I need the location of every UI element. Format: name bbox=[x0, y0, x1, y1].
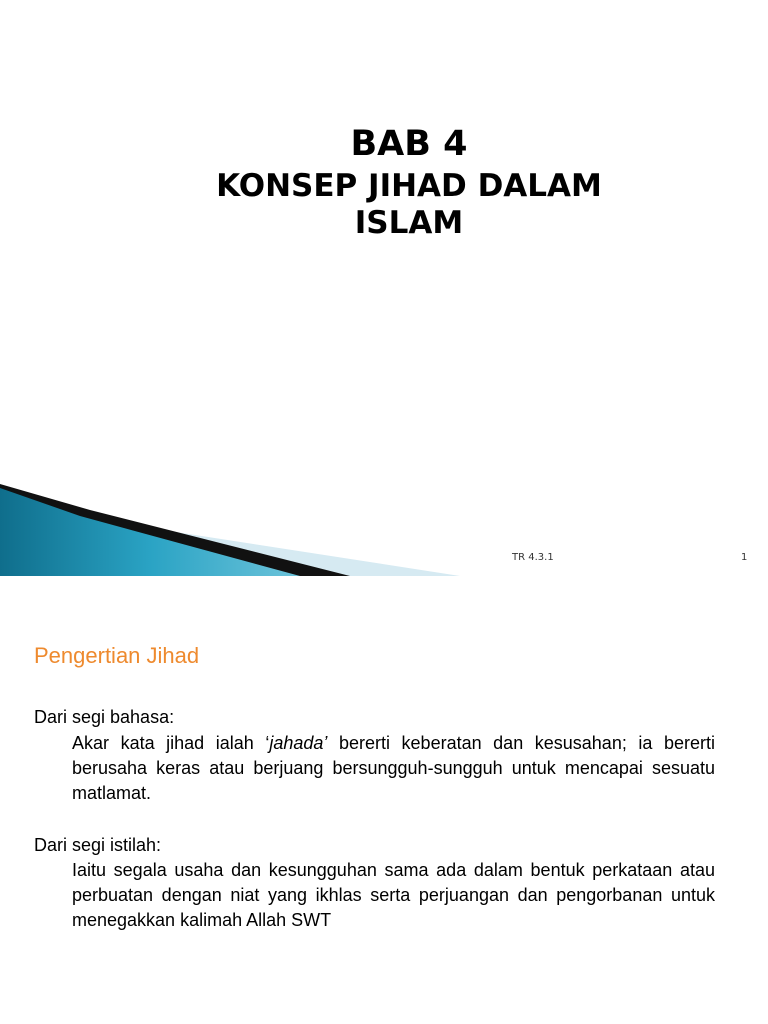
term-jahada: jahada’ bbox=[269, 733, 328, 753]
label-istilah: Dari segi istilah: bbox=[34, 835, 162, 855]
paragraph-bahasa bbox=[72, 731, 715, 806]
para-bahasa-rest: bererti keberatan dan kesusahan; ia bererti berusaha keras atau berjuang bersungguh-sungguh untuk mencapai sesuatu matlamat. bbox=[72, 733, 715, 803]
content-slide bbox=[0, 577, 768, 1024]
decorative-swoosh bbox=[0, 478, 460, 577]
paragraph-istilah: Iaitu segala usaha dan kesungguhan sama ada dalam bentuk perkataan atau perbuatan dengan niat yang ikhlas serta perjuangan dan pengorbanan untuk menegakkan kalimah Allah SWT bbox=[72, 860, 715, 930]
para-bahasa-start: Akar kata jihad ialah ‘ bbox=[72, 733, 270, 753]
section-heading: Pengertian Jihad bbox=[34, 643, 200, 668]
title-topic-line1: KONSEP JIHAD DALAM bbox=[216, 168, 602, 204]
title-topic-line2: ISLAM bbox=[354, 205, 464, 241]
slide-title bbox=[0, 120, 768, 242]
title-chapter: BAB 4 bbox=[350, 124, 468, 164]
page-number: 1 bbox=[741, 552, 748, 563]
footer-reference: TR 4.3.1 bbox=[512, 552, 554, 563]
label-bahasa: Dari segi bahasa: bbox=[34, 707, 175, 727]
